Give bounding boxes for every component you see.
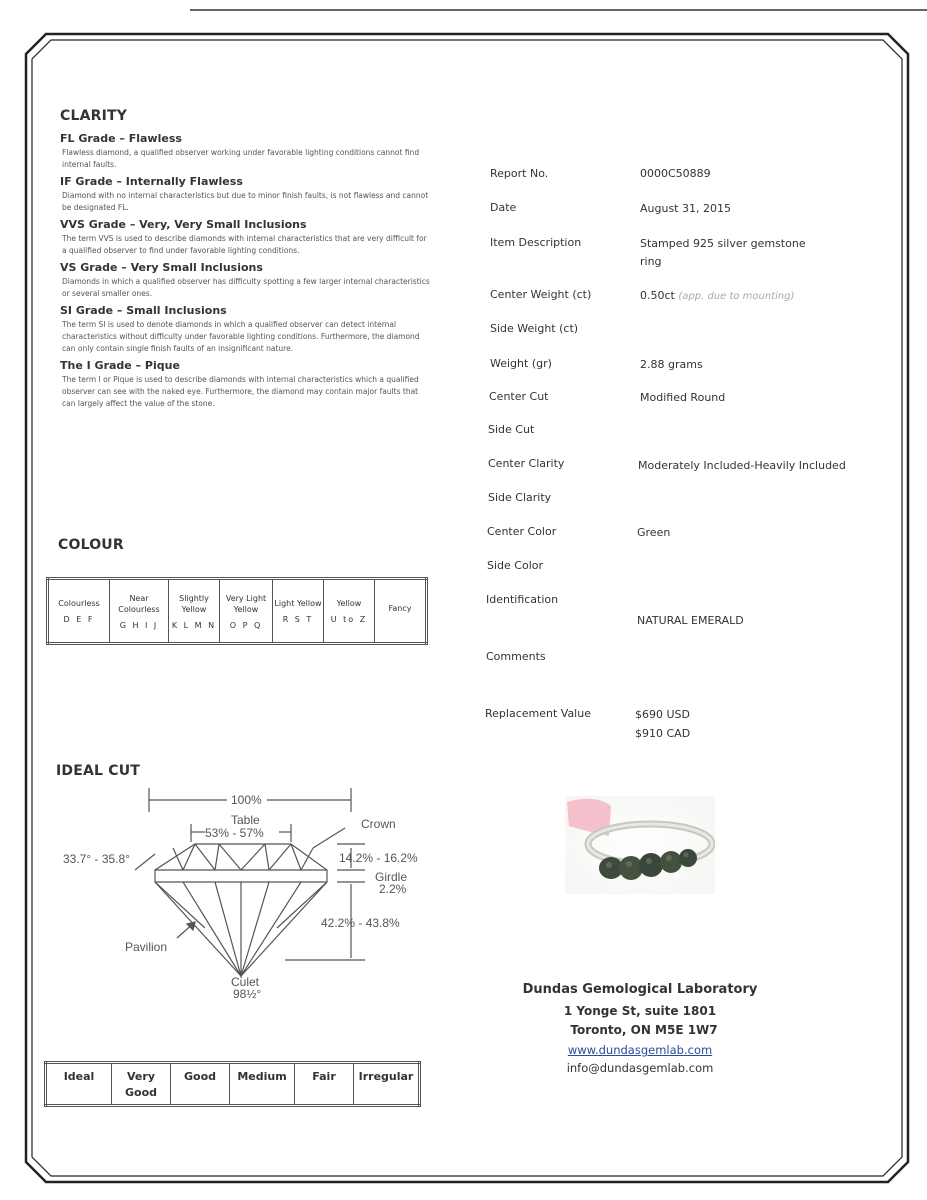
field-label: Report No. [490,167,549,180]
colour-name: Colourless [58,599,100,608]
grade-description: Flawless diamond, a qualified observer working under favorable lighting conditions cannot find internal faults. [62,148,420,169]
table-range-label: 53% - 57% [205,826,264,840]
field-label: Center Color [487,525,557,538]
field-label: Item Description [490,236,582,249]
grade-title: VVS Grade – Very, Very Small Inclusions [60,218,307,231]
clarity-grade-vvs [60,218,430,257]
colour-cell [220,579,273,644]
crown-angle-label: 33.7° - 35.8° [63,852,130,866]
grade-title: VS Grade – Very Small Inclusions [60,261,263,274]
field-value-group [640,287,795,306]
field-value: Green [637,526,671,539]
clarity-grade-si [60,304,430,355]
colour-code: K L M N [171,620,217,630]
width-label: 100% [231,793,262,807]
field-label: Side Cut [488,423,535,436]
grade-title: SI Grade – Small Inclusions [60,304,227,317]
colour-code: R S T [282,615,314,624]
grade-description: The term SI is used to denote diamonds in which a qualified observer can detect internal characteristics without difficulty under favorable lighting conditions. Furthermore, the diamond can only contain single finish faults of an insignificant nature. [62,320,420,353]
cut-grade-cell: Very Good [112,1063,171,1106]
grade-title: FL Grade – Flawless [60,132,182,145]
colour-cell [375,579,427,644]
colour-code: U to Z [330,615,368,624]
field-value: Modified Round [640,391,726,404]
scan-edge-line [190,9,927,11]
grade-title: The I Grade – Pique [60,359,180,372]
lab-email[interactable]: info@dundasgemlab.com [566,1061,714,1075]
clarity-section [60,108,430,410]
field-value: Moderately Included-Heavily Included [638,459,846,472]
cut-grade-cell: Irregular [354,1063,420,1106]
cut-grade-cell: Fair [295,1063,354,1106]
clarity-grade-if [60,175,430,214]
clarity-title: CLARITY [60,108,128,124]
field-value: 0000C50889 [640,167,711,180]
ring-photo [565,796,715,894]
field-label: Side Weight (ct) [490,322,579,335]
clarity-grade-vs [60,261,430,300]
grade-description: Diamonds in which a qualified observer has difficulty spotting a few larger internal characteristics or several smaller ones. [62,277,430,298]
field-value: Stamped 925 silver gemstone ring [640,237,806,268]
cut-grade-cell: Ideal [46,1063,112,1106]
colour-cell [48,579,110,644]
colour-name: Very Light Yellow [225,593,267,614]
field-label: Comments [486,650,546,663]
field-label: Identification [486,593,559,606]
colour-name: Light Yellow [274,599,322,608]
colour-code: D E F [63,615,95,624]
lab-contact [500,982,780,1075]
field-label: Center Cut [489,390,549,403]
cut-grade-cell: Good [171,1063,230,1106]
colour-name: Yellow [336,599,362,608]
table-label: Table [231,813,260,827]
crown-height-label: 14.2% - 16.2% [339,851,418,865]
lab-address-line1: 1 Yonge St, suite 1801 [563,1004,717,1018]
field-label: Replacement Value [485,707,591,720]
culet-label: Culet [231,975,260,989]
colour-code: O P Q [229,620,263,630]
field-value-secondary: $910 CAD [635,727,691,740]
field-label: Center Weight (ct) [490,288,592,301]
pavilion-label: Pavilion [125,940,168,954]
field-label: Weight (gr) [490,357,552,370]
crown-label: Crown [361,817,396,831]
grade-description: The term VVS is used to describe diamonds with internal characteristics that are very difficult for a qualified observer to find under favorable lighting conditions. [62,234,427,255]
field-value: 2.88 grams [640,358,703,371]
cut-grade-table [44,1061,421,1107]
field-value: $690 USD [635,708,690,721]
field-value: 0.50ct [640,289,675,302]
ideal-cut-title: IDEAL CUT [56,763,141,779]
colour-cell [110,579,169,644]
lab-website-link[interactable]: www.dundasgemlab.com [567,1043,713,1057]
colour-name: Slightly Yellow [179,593,209,614]
colour-scale-table [46,577,428,645]
diamond-proportions-diagram [55,788,455,1008]
colour-name: Fancy [388,603,412,613]
field-value: August 31, 2015 [640,202,731,215]
colour-cell [273,579,324,644]
grade-description: The term I or Pique is used to describe diamonds with internal characteristics which a qualified observer can see with the naked eye. Furthermore, the diamond may contain major faults that can largely affect the value of the stone. [62,375,419,408]
colour-cell [169,579,220,644]
field-label: Side Color [487,559,544,572]
field-label: Center Clarity [488,457,565,470]
colour-name: Near Colourless [118,593,160,614]
colour-cell [324,579,375,644]
pavilion-depth-label: 42.2% - 43.8% [321,916,400,930]
clarity-grade-i [60,359,430,410]
clarity-grade-fl [60,132,430,171]
grade-description: Diamond with no internal characteristics but due to minor finish faults, is not flawless and cannot be designated FL. [62,191,429,212]
girdle-value-label: 2.2% [379,882,407,896]
lab-address-line2: Toronto, ON M5E 1W7 [570,1023,718,1037]
grade-title: IF Grade – Internally Flawless [60,175,243,188]
field-label: Date [490,201,517,214]
colour-title: COLOUR [58,537,124,553]
field-label: Side Clarity [488,491,552,504]
culet-angle-label: 98½° [233,987,262,1001]
field-value: NATURAL EMERALD [637,614,744,627]
lab-name: Dundas Gemological Laboratory [522,982,758,997]
cut-grade-cell: Medium [230,1063,295,1106]
field-note: (app. due to mounting) [678,291,795,302]
colour-code: G H I J [119,620,159,630]
girdle-label: Girdle [375,870,408,884]
